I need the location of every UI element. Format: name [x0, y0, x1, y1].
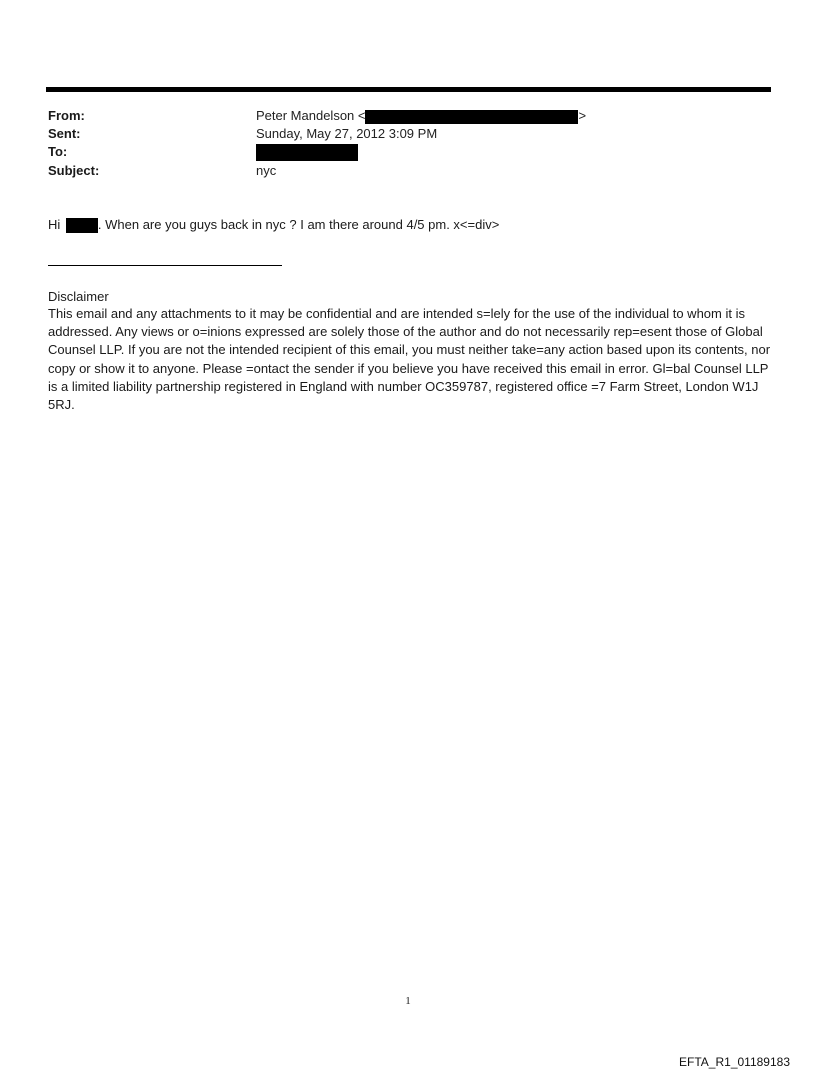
- to-label: To:: [48, 144, 68, 159]
- page-number: 1: [405, 995, 411, 1007]
- disclaimer-text: This email and any attachments to it may be confidential and are intended s=lely for the use of the individual to whom it is addressed. Any views or o=inions expressed are solely those of the author and do not necessarily rep=esent those of Global Counsel LLP. If you are not the intended recipient of this email, you must neither take=any action based upon its contents, nor copy or show it to anyone. Please =ontact the sender if you believe you have received this email in error. Gl=bal Counsel LLP is a limited liability partnership registered in England with number OC359787, registered office =7 Farm Street, London W1J 5RJ.: [48, 306, 771, 413]
- email-body: [48, 216, 499, 234]
- sent-label: Sent:: [48, 126, 81, 141]
- redaction-block: [365, 110, 578, 124]
- redaction-block: [66, 218, 98, 233]
- sent-value: Sunday, May 27, 2012 3:09 PM: [256, 126, 438, 141]
- body-text: . When are you guys back in nyc ? I am there around 4/5 pm. x<=div>: [97, 217, 500, 232]
- from-value: [256, 107, 586, 125]
- from-label: From:: [48, 108, 85, 123]
- greeting: Hi: [48, 217, 61, 232]
- disclaimer-title: Disclaimer: [48, 289, 109, 304]
- document-id: EFTA_R1_01189183: [679, 1055, 790, 1069]
- from-name: Peter Mandelson <: [256, 108, 366, 123]
- header-rule: [46, 87, 771, 92]
- redaction-block: [256, 144, 358, 161]
- to-value: [256, 143, 358, 161]
- signature-separator: [48, 265, 282, 266]
- from-close: >: [578, 108, 587, 123]
- subject-value: nyc: [256, 163, 277, 178]
- subject-label: Subject:: [48, 163, 100, 178]
